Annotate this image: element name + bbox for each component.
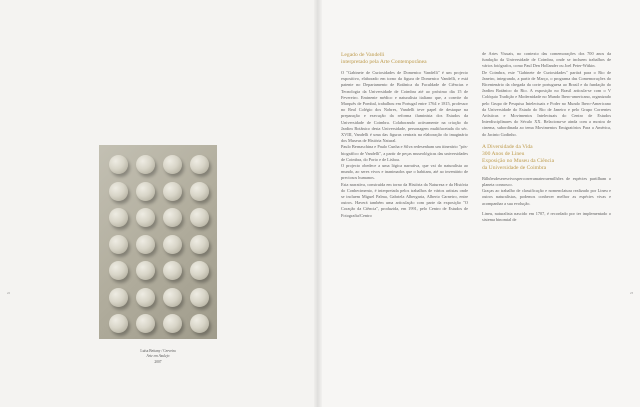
- page-number-left: 22: [7, 291, 10, 295]
- heading-diversidade-line4: da Universidade de Coimbra: [482, 164, 547, 171]
- heading-diversidade-line2: 300 Anos de Lineu: [482, 150, 525, 157]
- paragraph: O projecto obedece a uma lógica narrativa, que vai do naturalista ao mundo, ao seres vivos e inanimados que o habitam, até ao inventário de preciosos humanos.: [341, 163, 468, 181]
- paragraph: Bilhõesdeseresvivospercorreramaterraemilhões de espécies partilham o planeta connosco.: [482, 175, 611, 188]
- ceramic-disc: [136, 288, 155, 307]
- ceramic-disc: [109, 155, 128, 174]
- caption-title: Arte em Azulejo: [146, 354, 170, 359]
- paragraph: de Artes Visuais, no contexto das comemorações dos 700 anos da fundação da Universidade de Coimbra, onde se incluem trabalhos de vários fotógrafos, como Paul Den Hollander ou Joel Peter-Witkin.: [482, 51, 611, 69]
- ceramic-disc: [136, 182, 155, 201]
- paragraph: Graças ao trabalho de classificação e nomenclatura realizado por Lineu e outros naturalistas, podemos conhecer melhor as espécies vivas e acompanhar a sua evolução.: [482, 188, 611, 206]
- heading-vandelli-line1: Legado de Vandelli: [341, 52, 385, 58]
- right-column: [482, 51, 611, 223]
- artwork-caption: [99, 349, 217, 365]
- ceramic-disc: [163, 155, 182, 174]
- ceramic-disc: [163, 182, 182, 201]
- heading-diversidade-line1: A Diversidade da Vida: [482, 143, 533, 150]
- ceramic-disc: [109, 288, 128, 307]
- heading-vandelli-line2: interpretado pela Arte Contemporânea: [341, 59, 427, 65]
- ceramic-disc: [163, 288, 182, 307]
- paragraph: Paulo Bernaschina e Paulo Cunha e Silva redesenham um itinerário "pós-biográfico de Vandelli", a partir de peças museológicas das universidades de Coimbra, do Porto e de Lisboa.: [341, 144, 468, 162]
- paragraph: Esta narrativa, construída em torno da História da Natureza e da História do Conhecimento, é interpretada pelos trabalhos de vários artistas onde se incluem Miguel Palma, Gabriela Albergaria, Alberto Carneiro, entre outros. Haverá também uma articulação com parte da exposição "O Coração da Ciência", produzida, em 1991, pelo Centro de Estudos de Fotografia/Centro: [341, 181, 468, 218]
- ceramic-disc: [190, 155, 209, 174]
- ceramic-disc: [109, 235, 128, 254]
- ceramic-disc: [190, 235, 209, 254]
- caption-year: 2007: [154, 359, 162, 364]
- heading-diversidade-line3: Exposição no Museu da Ciência: [482, 157, 555, 164]
- book-gutter: [314, 0, 322, 407]
- middle-column: [341, 52, 468, 219]
- caption-author: Luísa Bettany / Cerveira: [140, 349, 176, 353]
- ceramic-disc: [190, 288, 209, 307]
- ceramic-disc: [190, 261, 209, 280]
- ceramic-disc: [163, 208, 182, 227]
- ceramic-disc: [190, 208, 209, 227]
- paragraph: O "Gabinete de Curiosidades de Domenico Vandelli" é um projecto expositivo, elaborado em torno da figura de Domenico Vandelli, e está patente no Departamento de Botânica da Faculdade de Ciências e Tecnologia da Universidade de Coimbra até ao próximo dia 15 de Fevereiro. Eminente médico e naturalista italiano que, a convite do Marquês de Pombal, trabalhou em Portugal entre 1764 e 1815, professor no Real Colégio dos Nobres, Vandelli teve papel de destaque na preparação e execução da reforma iluminista dos Estudos da Universidade de Coimbra. Colaborando activamente na criação do Jardim Botânico desta Universidade, personagem multifacetada do séc. XVIII, Vandelli é uma das figuras centrais na elaboração do imaginário dos Museus de História Natural.: [341, 70, 468, 144]
- paragraph: De Coimbra, este "Gabinete de Curiosidades" partirá para o Rio de Janeiro, integrando, a partir de Março, o programa das Comemorações do Bicentenário da chegada da corte portuguesa ao Brasil e da fundação do Jardim Botânico do Rio. A exposição no Brasil articula-se com o V Colóquio Tradição e Modernidade no Mundo Ibero-americano, organizado pelo Grupo de Pesquisa Intelectuais e Poder no Mundo Ibero-Americano da Universidade do Estado do Rio de Janeiro e pelo Grupo Correntes Artísticas e Movimentos Intelectuais do Centro de Estudos Interdisciplinares do Século XX. Relaciona-se ainda com a mostra de cinema, subordinada ao tema Movimentos Emigratórios Para a América, do Jacinto Godinho.: [482, 69, 611, 137]
- ceramic-relief-artwork: [99, 145, 217, 339]
- ceramic-disc: [109, 261, 128, 280]
- ceramic-disc: [109, 182, 128, 201]
- ceramic-disc: [190, 314, 209, 333]
- ceramic-disc: [190, 182, 209, 201]
- ceramic-disc: [136, 208, 155, 227]
- ceramic-disc: [109, 314, 128, 333]
- ceramic-disc: [109, 208, 128, 227]
- left-page: [0, 0, 318, 407]
- ceramic-disc: [136, 261, 155, 280]
- page-number-right: 23: [630, 291, 633, 295]
- ceramic-disc: [163, 261, 182, 280]
- ceramic-disc: [163, 314, 182, 333]
- ceramic-disc: [136, 314, 155, 333]
- ceramic-disc: [163, 235, 182, 254]
- ceramic-disc: [136, 155, 155, 174]
- paragraph: Lineu, naturalista nascido em 1707, é recordado por ter implementado o sistema binomial de: [482, 210, 611, 223]
- ceramic-disc: [136, 235, 155, 254]
